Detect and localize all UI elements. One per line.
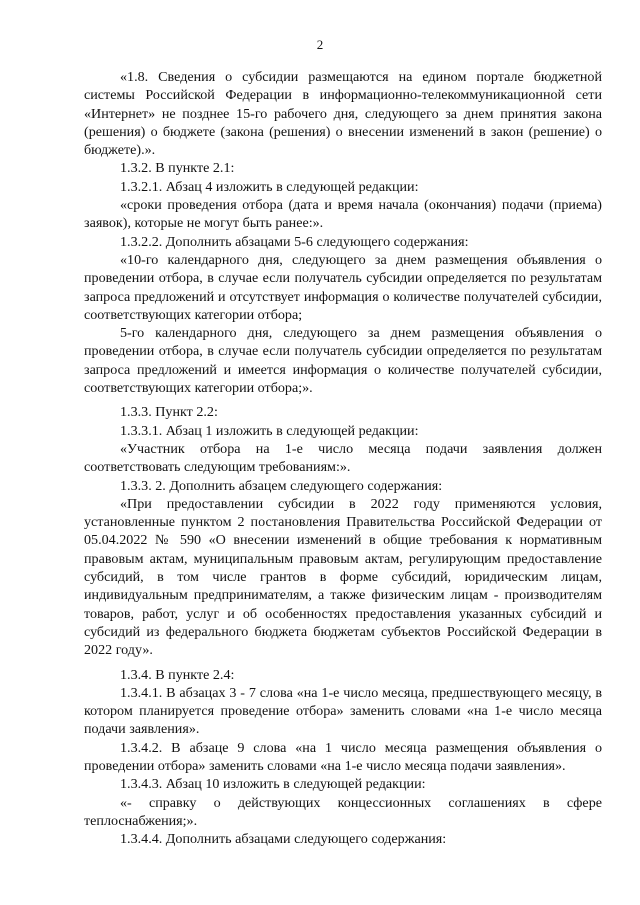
paragraph-1-3-3: 1.3.3. Пункт 2.2: [120, 404, 218, 421]
paragraph-5th-day: 5-го календарного дня, следующего за днем размещения объявления о проведении отбора, в случае если получатель субсидии определяется по результатам запроса предложений и имеется информация о количестве получателей субсидии, соответствующих категории отбора;». [84, 325, 602, 397]
page-number: 2 [316, 37, 324, 52]
paragraph-1-3-2-2: 1.3.2.2. Дополнить абзацами 5-6 следующего содержания: [120, 233, 469, 250]
paragraph-1-3-4: 1.3.4. В пункте 2.4: [120, 666, 235, 683]
paragraph-participant: «Участник отбора на 1-е число месяца подачи заявления должен соответствовать следующим требованиям:». [84, 440, 602, 476]
paragraph-1-3-4-4: 1.3.4.4. Дополнить абзацами следующего содержания: [120, 831, 447, 848]
paragraph-1-3-4-1: 1.3.4.1. В абзацах 3 - 7 слова «на 1-е число месяца, предшествующего месяцу, в котором планируется проведение отбора» заменить словами «на 1-е число месяца подачи заявления». [84, 684, 602, 738]
paragraph-1-3-4-3: 1.3.4.3. Абзац 10 изложить в следующей редакции: [120, 776, 426, 793]
paragraph-1-3-2: 1.3.2. В пункте 2.1: [120, 160, 235, 177]
paragraph-1-3-2-1: 1.3.2.1. Абзац 4 изложить в следующей редакции: [120, 178, 419, 195]
paragraph-1-3-3-1: 1.3.3.1. Абзац 1 изложить в следующей редакции: [120, 422, 419, 439]
paragraph-1-3-3-2: 1.3.3. 2. Дополнить абзацем следующего содержания: [120, 477, 443, 494]
paragraph-concession-note: «- справку о действующих концессионных соглашениях в сфере теплоснабжения;». [84, 794, 602, 829]
paragraph-2022-conditions: «При предоставлении субсидии в 2022 году применяются условия, установленные пунктом 2 постановления Правительства Российской Федерации от 05.04.2022 № 590 «О внесении изменений в общие требования к нормативным правовым актам, муниципальным правовым актам, регулирующим предоставление субсидий, в том числе грантов в форме субсидий, юридическим лицам, индивидуальным предпринимателям, а также физическим лицам - производителям товаров, работ, услуг и об особенностях предоставления указанных субсидий и субсидий из федерального бюджета бюджетам субъектов Российской Федерации в 2022 году». [84, 495, 602, 659]
paragraph-quote-deadlines: «сроки проведения отбора (дата и время начала (окончания) подачи (приема) заявок), которые не могут быть ранее:». [84, 197, 602, 232]
paragraph-1-3-4-2: 1.3.4.2. В абзаце 9 слова «на 1 число месяца размещения объявления о проведении отбора» заменить словами «на 1-е число месяца подачи заявления». [84, 739, 602, 774]
paragraph-10th-day: «10-го календарного дня, следующего за днем размещения объявления о проведении отбора, в случае если получатель субсидии определяется по результатам запроса предложений и отсутствует информация о количестве получателей субсидии, соответствующих категории отбора; [84, 251, 602, 323]
paragraph-1-8: «1.8. Сведения о субсидии размещаются на едином портале бюджетной системы Российской Федерации в информационно-телекоммуникационной сети «Интернет» не позднее 15-го рабочего дня, следующего за днем принятия закона (решения) о бюджете (закона (решения) о внесении изменений в закон (решение) о бюджете).». [84, 69, 602, 159]
document-body [84, 68, 602, 848]
